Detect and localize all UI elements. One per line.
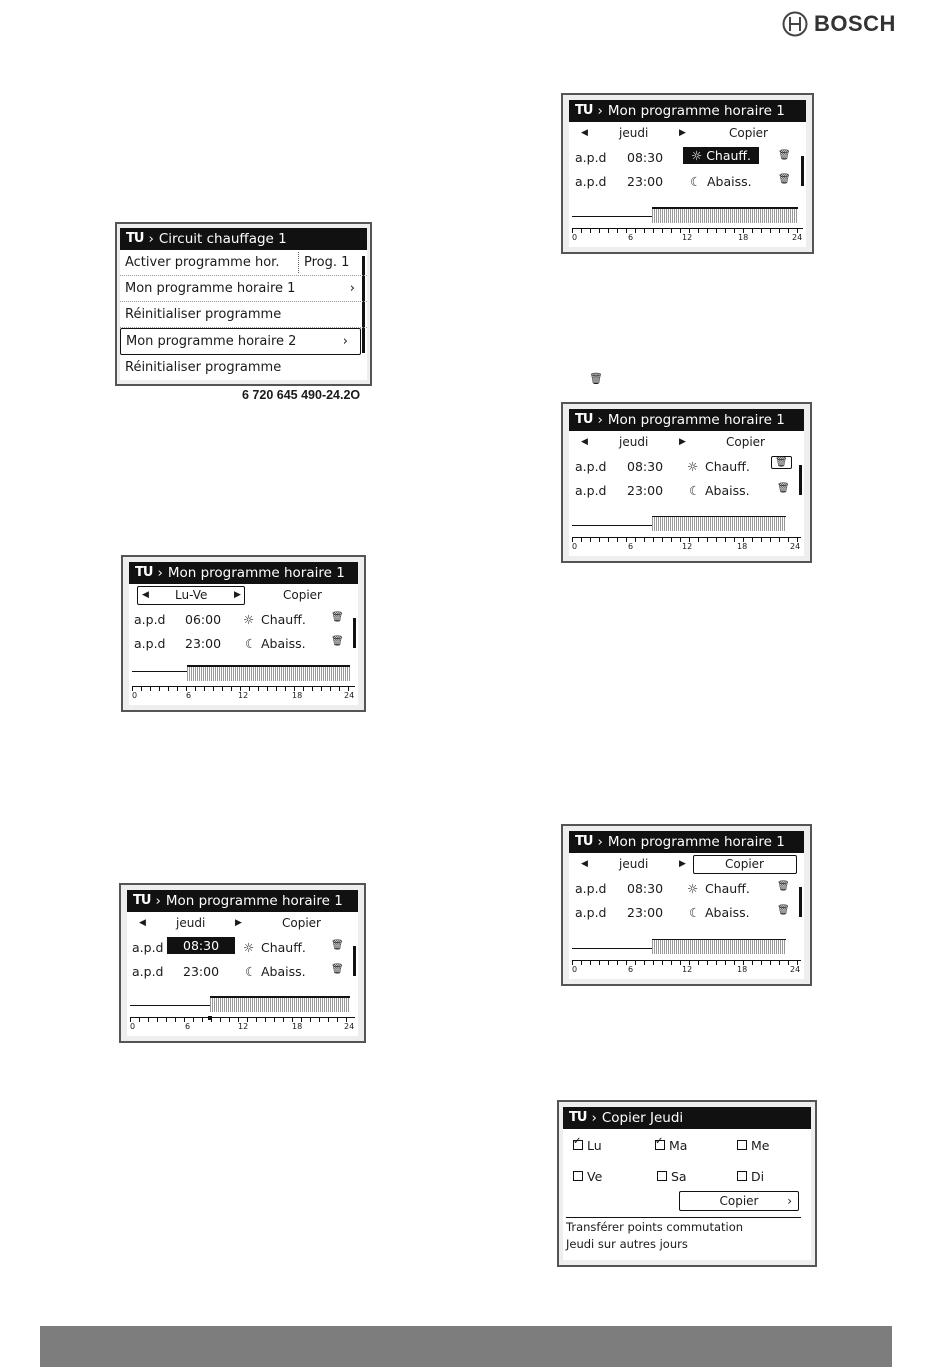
axis-label: 18: [292, 1022, 303, 1031]
sun-icon: ☼: [243, 612, 255, 627]
mode-label: Chauff.: [706, 148, 752, 163]
bosch-armature-icon: [782, 11, 808, 37]
panel-header: [563, 1107, 811, 1129]
prev-day-arrow-icon[interactable]: ◀: [581, 128, 588, 138]
day-timeline: [572, 513, 801, 553]
mode-prefix: a.p.d: [575, 905, 607, 920]
panel-title: Circuit chauffage 1: [158, 231, 287, 247]
axis-label: 0: [572, 233, 578, 242]
mode-prefix: a.p.d: [134, 612, 166, 627]
mode-label[interactable]: Abaiss.: [261, 636, 306, 651]
checkbox-icon: [573, 1171, 583, 1181]
day-label: jeudi: [619, 857, 649, 871]
sun-icon: ☼: [687, 881, 699, 896]
breadcrumb-arrow: ›: [155, 893, 161, 909]
panel-header: [569, 100, 806, 122]
day-label: Lu: [587, 1138, 602, 1153]
copy-button[interactable]: Copier: [726, 435, 765, 449]
day-label: Me: [751, 1138, 770, 1153]
switch-time[interactable]: 23:00: [185, 636, 222, 651]
axis-label: 24: [790, 965, 801, 974]
switch-point-row[interactable]: [127, 960, 358, 984]
bosch-logo: [782, 9, 896, 39]
heating-circuit-icon: TU: [575, 834, 593, 849]
switch-time[interactable]: 23:00: [627, 174, 664, 189]
day-selector-row: [569, 122, 806, 146]
switch-point-row[interactable]: [569, 455, 804, 479]
day-label: jeudi: [619, 435, 649, 449]
moon-icon: ☾: [690, 174, 702, 189]
schedule-panel-thursday-time: [119, 883, 366, 1043]
axis-label: 18: [292, 691, 303, 700]
checkbox-icon: [737, 1171, 747, 1181]
checkbox-sa[interactable]: [657, 1169, 687, 1184]
moon-icon: ☾: [689, 905, 701, 920]
day-label: jeudi: [176, 916, 206, 930]
sun-icon: ☼: [243, 940, 255, 955]
copy-button[interactable]: Copier: [282, 916, 321, 930]
switch-point-row[interactable]: [569, 901, 804, 925]
copy-button-label: Copier: [719, 1194, 759, 1208]
menu-item-label: Réinitialiser programme: [125, 307, 282, 322]
chevron-right-icon: ›: [787, 1194, 792, 1208]
mode-prefix: a.p.d: [575, 459, 607, 474]
breadcrumb-arrow: ›: [591, 1110, 597, 1126]
mode-label[interactable]: Chauff.: [705, 459, 750, 474]
lowered-segment: [132, 671, 187, 672]
prev-day-arrow-icon[interactable]: ◀: [142, 590, 149, 600]
heating-segment: [187, 665, 350, 681]
trash-icon[interactable]: 🗑: [771, 456, 792, 469]
switch-point-row[interactable]: [127, 936, 358, 960]
axis-label: 0: [130, 1022, 136, 1031]
checkbox-ve[interactable]: [573, 1169, 602, 1184]
info-line: Transférer points commutation: [566, 1220, 744, 1234]
heating-segment: [652, 207, 798, 223]
brand-name: BOSCH: [814, 11, 896, 36]
screen: [569, 100, 806, 247]
heating-segment: [210, 996, 350, 1012]
day-label: Di: [751, 1169, 765, 1184]
scrollbar[interactable]: [353, 618, 356, 648]
scrollbar[interactable]: [799, 465, 802, 495]
day-timeline: [572, 204, 803, 244]
figure-caption: 6 720 645 490-24.2O: [242, 388, 361, 402]
axis-label: 18: [737, 965, 748, 974]
mode-label[interactable]: Abaiss.: [705, 483, 750, 498]
mode-prefix: a.p.d: [575, 483, 607, 498]
menu-item-label: Mon programme horaire 2: [126, 334, 297, 349]
switch-point-row[interactable]: [569, 479, 804, 503]
trash-icon[interactable]: 🗑: [777, 881, 790, 892]
scrollbar[interactable]: [801, 156, 804, 186]
day-label: jeudi: [619, 126, 649, 140]
sun-icon: ☼: [691, 148, 703, 163]
checkbox-lu[interactable]: [573, 1138, 602, 1153]
trash-icon[interactable]: 🗑: [331, 612, 344, 623]
switch-time[interactable]: 23:00: [627, 483, 664, 498]
axis-label: 6: [628, 965, 634, 974]
panel-title: Mon programme horaire 1: [607, 103, 785, 119]
axis-label: 0: [132, 691, 138, 700]
menu-item-activate-program[interactable]: [120, 250, 367, 276]
breadcrumb-arrow: ›: [597, 103, 603, 119]
mode-prefix: a.p.d: [575, 881, 607, 896]
mode-prefix: a.p.d: [132, 940, 164, 955]
axis-label: 24: [790, 542, 801, 551]
screen: [127, 890, 358, 1036]
mode-label[interactable]: Abaiss.: [705, 905, 750, 920]
checkbox-icon: [737, 1140, 747, 1150]
heating-circuit-icon: TU: [569, 1110, 587, 1125]
axis-label: 12: [682, 542, 693, 551]
moon-icon: ☾: [245, 636, 257, 651]
day-label: Lu-Ve: [175, 588, 208, 602]
panel-title: Mon programme horaire 1: [607, 412, 785, 428]
day-checkbox-grid: [563, 1129, 811, 1191]
menu-item-label: Réinitialiser programme: [125, 360, 282, 375]
panel-header: [129, 562, 358, 584]
day-label: Sa: [671, 1169, 687, 1184]
trash-icon[interactable]: 🗑: [331, 940, 344, 951]
axis-label: 24: [792, 233, 803, 242]
copy-button[interactable]: Copier: [725, 857, 764, 871]
axis-label: 18: [738, 233, 749, 242]
breadcrumb-arrow: ›: [148, 231, 154, 247]
panel-header: [120, 228, 367, 250]
axis-label: 18: [737, 542, 748, 551]
active-program-value: Prog. 1: [298, 252, 349, 273]
panel-title: Mon programme horaire 1: [607, 834, 785, 850]
trash-icon[interactable]: 🗑: [778, 174, 791, 185]
next-day-arrow-icon[interactable]: ▶: [235, 918, 242, 928]
day-timeline: [572, 936, 801, 976]
day-selector-row: [569, 853, 804, 877]
heating-circuit-panel: [115, 222, 372, 386]
axis-label: 12: [238, 1022, 249, 1031]
lowered-segment: [572, 216, 652, 217]
heating-circuit-icon: TU: [135, 565, 153, 580]
switch-time[interactable]: 08:30: [627, 150, 664, 165]
copy-button[interactable]: Copier: [283, 588, 322, 602]
chevron-right-icon: ›: [342, 334, 348, 349]
switch-point-row[interactable]: [129, 608, 358, 632]
switch-point-row[interactable]: [129, 632, 358, 656]
menu-item-reset-program[interactable]: [120, 302, 367, 328]
scrollbar[interactable]: [799, 887, 802, 917]
scrollbar[interactable]: [353, 946, 356, 976]
mode-label[interactable]: Chauff.: [261, 940, 306, 955]
lowered-segment: [130, 1005, 210, 1006]
breadcrumb-arrow: ›: [597, 834, 603, 850]
switch-time[interactable]: 08:30: [627, 881, 664, 896]
switch-time[interactable]: 23:00: [627, 905, 664, 920]
panel-title: Copier Jeudi: [601, 1110, 684, 1126]
day-timeline: [130, 993, 355, 1033]
switch-point-row[interactable]: [569, 170, 806, 194]
checkbox-icon: [657, 1171, 667, 1181]
axis-label: 12: [682, 965, 693, 974]
day-label: Ve: [587, 1169, 603, 1184]
prev-day-arrow-icon[interactable]: ◀: [139, 918, 146, 928]
axis-label: 6: [185, 1022, 191, 1031]
switch-time[interactable]: 08:30: [627, 459, 664, 474]
sun-icon: ☼: [687, 459, 699, 474]
panel-header: [127, 890, 358, 912]
axis-label: 6: [628, 233, 634, 242]
checkbox-checked-icon: [573, 1140, 583, 1150]
schedule-panel-thursday-copy: [561, 824, 812, 986]
switch-point-row[interactable]: [569, 877, 804, 901]
trash-icon[interactable]: 🗑: [778, 150, 791, 161]
menu-item-label: Activer programme hor.: [125, 255, 280, 270]
screen: [120, 228, 367, 380]
screen: [569, 409, 804, 556]
trash-icon[interactable]: 🗑: [777, 905, 790, 916]
next-day-arrow-icon[interactable]: ▶: [679, 128, 686, 138]
trash-icon[interactable]: 🗑: [777, 483, 790, 494]
info-line: Jeudi sur autres jours: [566, 1237, 688, 1251]
day-label: Ma: [669, 1138, 688, 1153]
mode-selected[interactable]: [683, 147, 759, 164]
checkbox-di[interactable]: [737, 1169, 764, 1184]
axis-label: 12: [682, 233, 693, 242]
copy-confirm-button[interactable]: [679, 1191, 799, 1211]
heating-circuit-icon: TU: [126, 231, 144, 246]
panel-header: [569, 831, 804, 853]
panel-header: [569, 409, 804, 431]
checkbox-checked-icon: [655, 1140, 665, 1150]
panel-title: Mon programme horaire 1: [165, 893, 343, 909]
lowered-segment: [572, 948, 652, 949]
next-day-arrow-icon[interactable]: ▶: [679, 859, 686, 869]
prev-day-arrow-icon[interactable]: ◀: [581, 859, 588, 869]
next-day-arrow-icon[interactable]: ▶: [679, 437, 686, 447]
lowered-segment: [572, 525, 652, 526]
trash-icon[interactable]: 🗑: [331, 636, 344, 647]
axis-label: 6: [628, 542, 634, 551]
chevron-right-icon: ›: [349, 281, 355, 296]
day-selector-row: [129, 584, 358, 608]
mode-prefix: a.p.d: [132, 964, 164, 979]
menu-item-reset-program-2[interactable]: [120, 355, 367, 380]
menu-item-label: Mon programme horaire 1: [125, 281, 296, 296]
day-selector-row: [569, 431, 804, 455]
screen: [129, 562, 358, 705]
axis-label: 0: [572, 542, 578, 551]
moon-icon: ☾: [689, 483, 701, 498]
heating-circuit-icon: TU: [575, 412, 593, 427]
heating-circuit-icon: TU: [575, 103, 593, 118]
moon-icon: ☾: [245, 964, 257, 979]
day-timeline: [132, 662, 355, 702]
axis-label: 12: [238, 691, 249, 700]
divider: [566, 1217, 801, 1218]
heating-segment: [652, 516, 786, 531]
axis-label: 24: [344, 1022, 355, 1031]
screen: [563, 1107, 811, 1260]
schedule-panel-weekdays: [121, 555, 366, 712]
schedule-panel-thursday-delete: [561, 402, 812, 563]
axis-label: 6: [186, 691, 192, 700]
screen: [569, 831, 804, 979]
copy-day-panel: [557, 1100, 817, 1267]
footer-bar: [40, 1326, 892, 1367]
switch-point-row[interactable]: [569, 146, 806, 170]
checkbox-ma[interactable]: [655, 1138, 687, 1153]
breadcrumb-arrow: ›: [157, 565, 163, 581]
prev-day-arrow-icon[interactable]: ◀: [581, 437, 588, 447]
copy-button[interactable]: Copier: [729, 126, 768, 140]
mode-prefix: a.p.d: [575, 150, 607, 165]
schedule-panel-thursday-mode: [561, 93, 814, 254]
axis-label: 24: [344, 691, 355, 700]
heating-circuit-icon: TU: [133, 893, 151, 908]
axis-label: 0: [572, 965, 578, 974]
trash-icon: 🗑: [589, 372, 603, 385]
mode-prefix: a.p.d: [134, 636, 166, 651]
breadcrumb-arrow: ›: [597, 412, 603, 428]
trash-icon[interactable]: 🗑: [331, 964, 344, 975]
mode-label[interactable]: Abaiss.: [707, 174, 752, 189]
menu-item-my-program-2[interactable]: [120, 328, 361, 355]
switch-time[interactable]: 23:00: [183, 964, 220, 979]
cursor-marker: [208, 1016, 212, 1020]
panel-title: Mon programme horaire 1: [167, 565, 345, 581]
mode-label[interactable]: Chauff.: [705, 881, 750, 896]
mode-prefix: a.p.d: [575, 174, 607, 189]
mode-label[interactable]: Chauff.: [261, 612, 306, 627]
switch-time-selected[interactable]: 08:30: [167, 937, 235, 954]
next-day-arrow-icon[interactable]: ▶: [234, 590, 241, 600]
info-text: [563, 1219, 811, 1253]
checkbox-me[interactable]: [737, 1138, 769, 1153]
day-selector-row: [127, 912, 358, 936]
mode-label[interactable]: Abaiss.: [261, 964, 306, 979]
switch-time[interactable]: 06:00: [185, 612, 222, 627]
menu-item-my-program-1[interactable]: [120, 276, 367, 302]
heating-segment: [652, 939, 786, 954]
